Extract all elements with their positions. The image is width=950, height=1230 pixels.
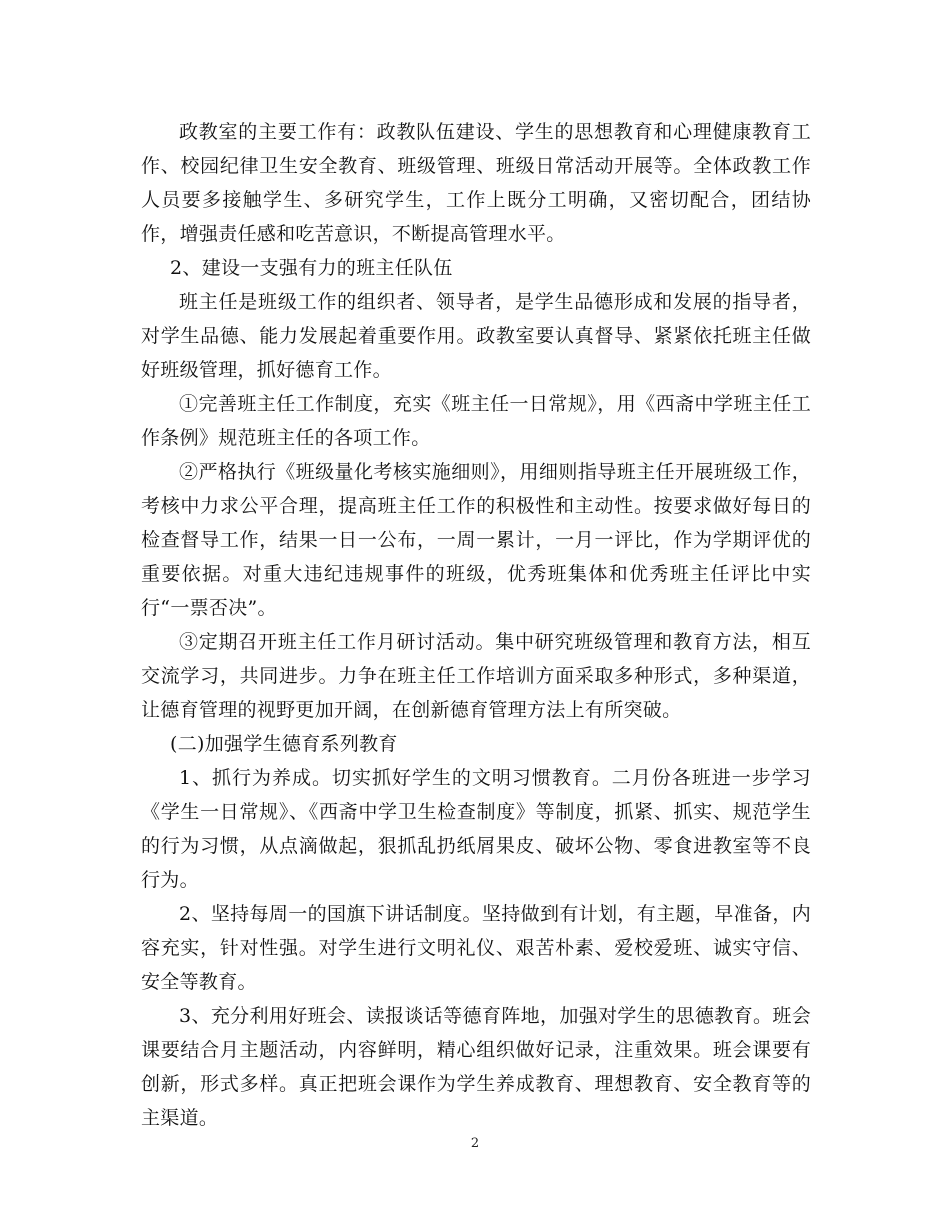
paragraph-item-3: ③定期召开班主任工作月研讨活动。集中研究班级管理和教育方法，相互交流学习，共同进步。力争在班主任工作培训方面采取多种形式，多种渠道，让德育管理的视野更加开阔，在创新德育管理方法上有所突破。 xyxy=(141,631,811,721)
paragraph-behavior: 1、抓行为养成。切实抓好学生的文明习惯教育。二月份各班进一步学习《学生一日常规》、《西斋中学卫生检查制度》等制度，抓紧、抓实、规范学生的行为习惯，从点滴做起，狠抓乱扔纸屑果皮、破坏公物、零食进教室等不良行为。 xyxy=(141,767,811,891)
paragraph-head-teacher-role: 班主任是班级工作的组织者、领导者，是学生品德形成和发展的指导者，对学生品德、能力发展起着重要作用。政教室要认真督导、紧紧依托班主任做好班级管理，抓好德育工作。 xyxy=(141,291,811,381)
section-heading-moral-education: (二)加强学生德育系列教育 xyxy=(170,733,398,755)
section-heading-teacher-team: 2、建设一支强有力的班主任队伍 xyxy=(170,257,453,279)
page-number: 2 xyxy=(470,1136,480,1151)
paragraph-class-meeting: 3、充分利用好班会、读报谈话等德育阵地，加强对学生的思德教育。班会课要结合月主题活动，内容鲜明，精心组织做好记录，注重效果。班会课要有创新，形式多样。真正把班会课作为学生养成教育、理想教育、安全教育等的主渠道。 xyxy=(141,1005,811,1129)
paragraph-item-1: ①完善班主任工作制度，充实《班主任一日常规》，用《西斋中学班主任工作条例》规范班主任的各项工作。 xyxy=(141,393,811,449)
paragraph-flag-speech: 2、坚持每周一的国旗下讲话制度。坚持做到有计划，有主题，早准备，内容充实，针对性强。对学生进行文明礼仪、艰苦朴素、爱校爱班、诚实守信、安全等教育。 xyxy=(141,903,811,993)
document-body xyxy=(141,115,811,1135)
paragraph-item-2: ②严格执行《班级量化考核实施细则》，用细则指导班主任开展班级工作，考核中力求公平合理，提高班主任工作的积极性和主动性。按要求做好每日的检查督导工作，结果一日一公布，一周一累计，一月一评比，作为学期评优的重要依据。对重大违纪违规事件的班级，优秀班集体和优秀班主任评比中实行“一票否决”。 xyxy=(141,461,811,619)
paragraph-duties: 政教室的主要工作有：政教队伍建设、学生的思想教育和心理健康教育工作、校园纪律卫生安全教育、班级管理、班级日常活动开展等。全体政教工作人员要多接触学生、多研究学生，工作上既分工明确，又密切配合，团结协作，增强责任感和吃苦意识，不断提高管理水平。 xyxy=(141,121,811,245)
